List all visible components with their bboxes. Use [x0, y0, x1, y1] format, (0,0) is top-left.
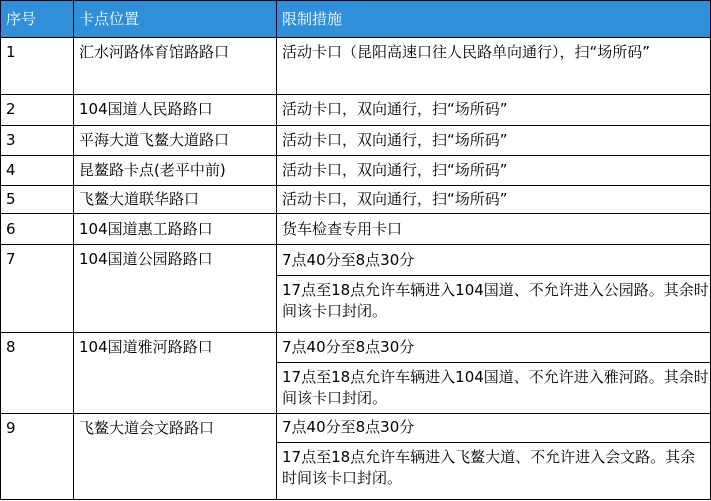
row-measure-time: 7点40分至8点30分 [277, 413, 711, 442]
row-index: 7 [1, 245, 74, 332]
row-index: 2 [1, 94, 74, 125]
row-measure-detail: 17点至18点允许车辆进入104国道、不允许进入公园路。其余时间该卡口封闭。 [277, 276, 711, 332]
row-measure: 活动卡口，双向通行，扫“场所码” [277, 155, 711, 185]
row-measure: 活动卡口（昆阳高速口往人民路单向通行），扫“场所码” [277, 38, 711, 94]
table-row [1, 38, 711, 94]
table-row [1, 186, 711, 214]
row-measure-detail: 17点至18点允许车辆进入飞鳌大道、不允许进入会文路。其余时间该卡口封闭。 [277, 442, 711, 499]
header-index: 序号 [1, 1, 74, 38]
row-checkpoint: 飞鳌大道会文路路口 [74, 413, 277, 499]
row-measure: 活动卡口，双向通行，扫“场所码” [277, 125, 711, 155]
row-measure: 货车检查专用卡口 [277, 214, 711, 245]
row-checkpoint: 104国道人民路路口 [74, 94, 277, 125]
row-measure: 活动卡口，双向通行，扫“场所码” [277, 186, 711, 214]
row-index: 3 [1, 125, 74, 155]
table-row [1, 332, 711, 362]
row-measure-time: 7点40分至8点30分 [277, 245, 711, 276]
header-row [1, 1, 711, 38]
row-measure: 活动卡口，双向通行，扫“场所码” [277, 94, 711, 125]
table-row [1, 125, 711, 155]
table-row [1, 245, 711, 276]
row-checkpoint: 昆鳌路卡点(老平中前) [74, 155, 277, 185]
row-index: 1 [1, 38, 74, 94]
table-row [1, 94, 711, 125]
row-index: 4 [1, 155, 74, 185]
row-checkpoint: 平海大道飞鳌大道路口 [74, 125, 277, 155]
header-checkpoint: 卡点位置 [74, 1, 277, 38]
header-measure: 限制措施 [277, 1, 711, 38]
row-checkpoint: 104国道雅河路路口 [74, 332, 277, 413]
row-checkpoint: 汇水河路体育馆路路口 [74, 38, 277, 94]
row-index: 6 [1, 214, 74, 245]
row-measure-time: 7点40分至8点30分 [277, 332, 711, 362]
row-checkpoint: 104国道公园路路口 [74, 245, 277, 332]
row-checkpoint: 飞鳌大道联华路口 [74, 186, 277, 214]
table-row [1, 214, 711, 245]
row-checkpoint: 104国道惠工路路口 [74, 214, 277, 245]
row-index: 8 [1, 332, 74, 413]
row-measure-detail: 17点至18点允许车辆进入104国道、不允许进入雅河路。其余时间该卡口封闭。 [277, 362, 711, 413]
row-index: 9 [1, 413, 74, 499]
table-row [1, 413, 711, 442]
row-index: 5 [1, 186, 74, 214]
table-row [1, 155, 711, 185]
